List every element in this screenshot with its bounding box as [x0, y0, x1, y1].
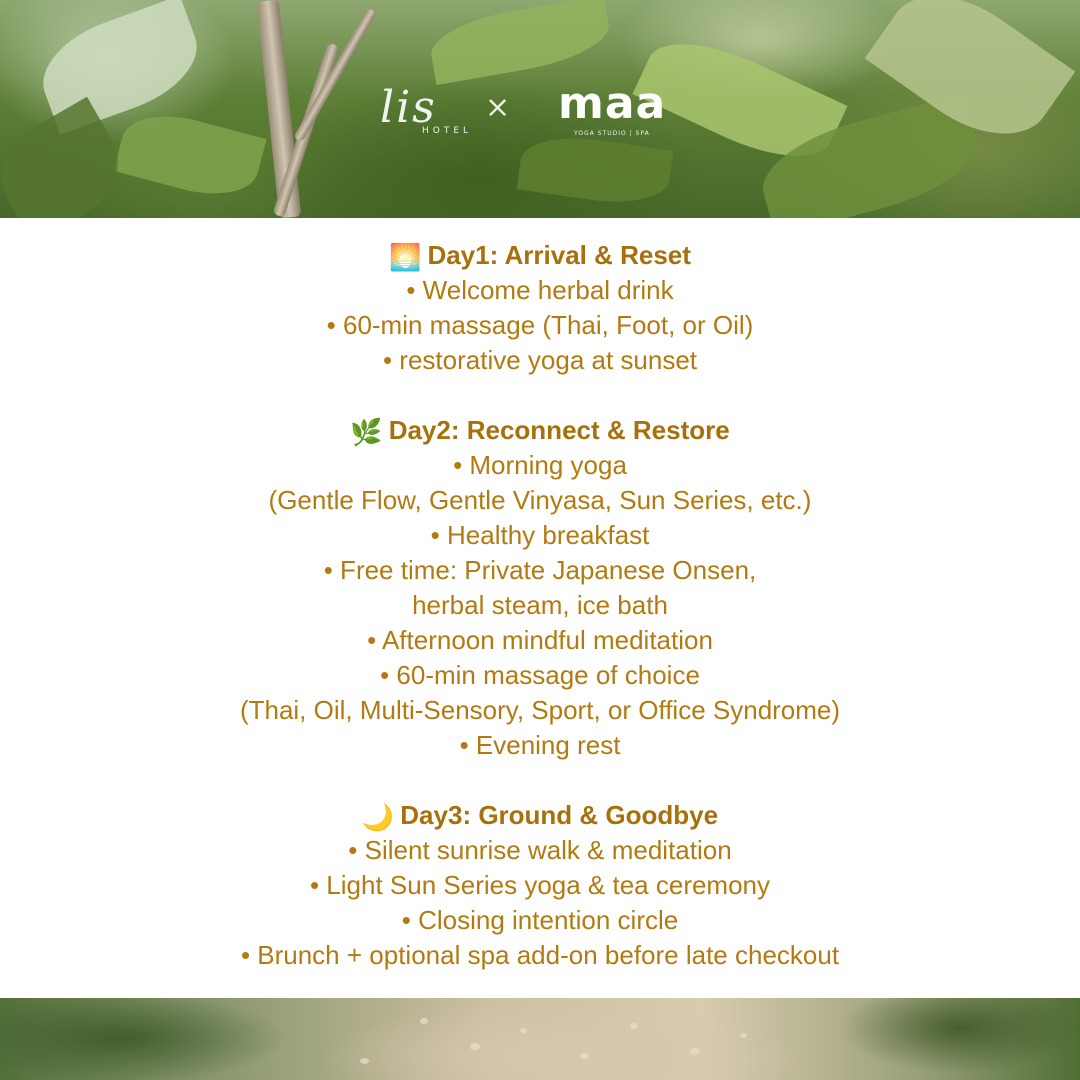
- day2-title: [0, 413, 1080, 448]
- day3-item: • Closing intention circle: [401, 905, 679, 935]
- crescent-moon-icon: 🌙: [361, 801, 395, 832]
- day2-item: • 60-min massage of choice: [380, 660, 700, 690]
- day2-item: • Healthy breakfast: [430, 520, 650, 550]
- itinerary-panel: [0, 218, 1080, 998]
- day2-item: • Free time: Private Japanese Onsen,: [323, 555, 757, 585]
- day1-title-text: Day1: Arrival & Reset: [427, 240, 691, 270]
- day1-item: • 60-min massage (Thai, Foot, or Oil): [326, 310, 754, 340]
- day2-item: • Morning yoga: [453, 450, 627, 480]
- day2-item: (Thai, Oil, Multi-Sensory, Sport, or Office Syndrome): [239, 695, 841, 725]
- day3-title: [0, 798, 1080, 833]
- day2-item: • Evening rest: [459, 730, 621, 760]
- header-garden-photo: [0, 0, 1080, 218]
- logo-studio-subtext: YOGA STUDIO | SPA: [574, 130, 650, 137]
- day2-item: herbal steam, ice bath: [412, 590, 668, 620]
- logo-maa-text: maa: [558, 78, 667, 129]
- day3-title-text: Day3: Ground & Goodbye: [400, 800, 719, 830]
- logo-lis-text: lis: [380, 82, 437, 133]
- day3-item: • Silent sunrise walk & meditation: [348, 835, 732, 865]
- day1-item: • restorative yoga at sunset: [382, 345, 698, 375]
- day3-item: • Brunch + optional spa add-on before late checkout: [240, 940, 840, 970]
- day3-item: • Light Sun Series yoga & tea ceremony: [309, 870, 771, 900]
- hotel-logo: [360, 78, 670, 148]
- logo-separator: ×: [485, 90, 511, 125]
- day2-title-text: Day2: Reconnect & Restore: [388, 415, 730, 445]
- day2-item: (Gentle Flow, Gentle Vinyasa, Sun Series, etc.): [268, 485, 812, 515]
- herb-icon: 🌿: [350, 416, 383, 447]
- day2-item: • Afternoon mindful meditation: [367, 625, 713, 655]
- day1-item: • Welcome herbal drink: [406, 275, 674, 305]
- itinerary-content: [0, 238, 1080, 973]
- footer-gravel-photo: [0, 998, 1080, 1080]
- sunrise-icon: 🌅: [389, 241, 422, 272]
- logo-hotel-subtext: HOTEL: [422, 126, 473, 136]
- day1-title: [0, 238, 1080, 273]
